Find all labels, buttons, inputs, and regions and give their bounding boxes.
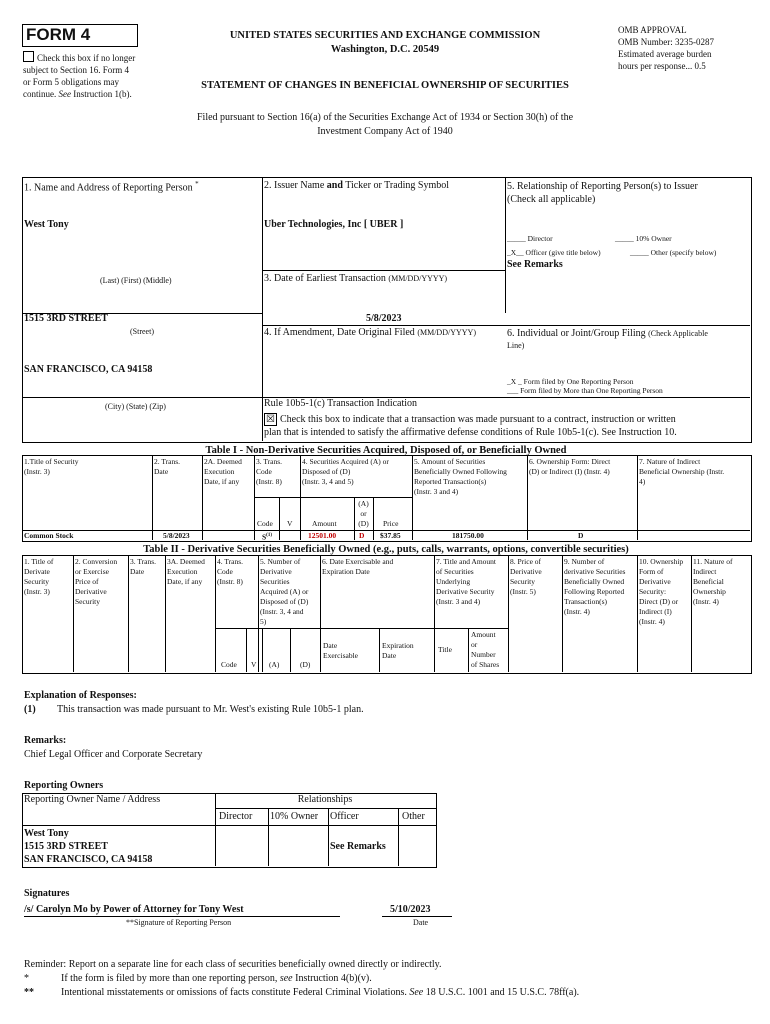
signature-date-label: Date [413,918,429,927]
owners-col-name: Reporting Owner Name / Address [24,794,161,805]
no-longer-subject-checkbox[interactable] [23,51,34,62]
t2-col-code: 4. Trans. Code (Instr. 8) [217,557,244,586]
t1-row-date: 5/8/2023 [163,531,190,540]
single-filer-option: _X _ Form filed by One Reporting Person [507,377,634,386]
t2-col-deemed: 3A. Deemed Execution Date, if any [167,557,205,586]
officer-title-remarks: See Remarks [507,259,563,270]
other-option: _____ Other (specify below) [630,248,717,257]
owners-col-relationships: Relationships [297,794,353,805]
table1-title: Table I - Non-Derivative Securities Acquired, Disposed of, or Beneficially Owned [205,445,567,456]
t2-col-nature: 11. Nature of Indirect Beneficial Ownership (Instr. 4) [693,557,733,606]
explanation-heading: Explanation of Responses: [24,690,137,701]
group-filer-option: ___ Form filed by More than One Reporting Person [507,386,663,395]
remarks-text: Chief Legal Officer and Corporate Secretary [24,749,203,760]
owners-col-other: Other [402,811,425,822]
filed-pursuant-text: Filed pursuant to Section 16(a) of the Securities Exchange Act of 1934 or Section 30(h) of the Investment Company Act of 1940 [196,112,574,137]
ten-percent-owner-option: _____ 10% Owner [615,234,672,243]
owners-col-director: Director [219,811,253,822]
t1-col-code: 3. Trans. Code (Instr. 8) [256,457,283,486]
street-label: (Street) [130,327,154,336]
t1-sub-v: V [287,519,293,528]
owner-name-address: West Tony 1515 3RD STREET SAN FRANCISCO, CA 94158 [24,828,153,865]
t2-col-price: 8. Price of Derivative Security (Instr. 5) [510,557,542,596]
t1-col-acquired: 4. Securities Acquired (A) or Disposed of (D) (Instr. 3, 4 and 5) [302,457,389,486]
t2-sub-a: (A) [269,660,280,669]
t1-col-date: 2. Trans. Date [154,457,181,476]
t2-sub-date-exercisable: Date Exercisable [323,641,358,660]
issuer-name: Uber Technologies, Inc [ UBER ] [264,219,404,230]
last-first-middle-label: (Last) (First) (Middle) [100,276,172,285]
t2-sub-d: (D) [300,660,311,669]
t2-col-conversion: 2. Conversion or Exercise Price of Derivative Security [75,557,118,606]
explanation-number: (1) [24,704,36,715]
rule-10b5-checkbox[interactable]: ☒ [264,413,277,426]
omb-approval: OMB APPROVAL OMB Number: 3235-0287 Estimated average burden hours per response... 0.5 [618,25,714,71]
t2-col-number: 5. Number of Derivative Securities Acquired (A) or Disposed of (D) (Instr. 3, 4 and 5) [260,557,309,626]
earliest-transaction-date: 5/8/2023 [366,313,402,324]
t1-row-amount: 12501.00 [308,531,337,540]
city-value: SAN FRANCISCO, CA 94158 [24,364,153,375]
t1-row-owned: 181750.00 [452,531,484,540]
t1-col-title: 1.Title of Security (Instr. 3) [24,457,79,476]
explanation-text: This transaction was made pursuant to Mr. West's existing Rule 10b5-1 plan. [57,704,364,715]
t2-col-date: 3. Trans. Date [130,557,157,576]
t2-sub-title: Title [438,645,452,654]
signature-value: /s/ Carolyn Mo by Power of Attorney for Tony West [24,904,244,915]
t1-sub-code: Code [257,519,273,528]
t1-sub-aord: (A) or (D) [358,499,369,528]
city-state-zip-label: (City) (State) (Zip) [105,402,166,411]
t2-col-exercisable: 6. Date Exercisable and Expiration Date [322,557,394,576]
t1-col-amount-owned: 5. Amount of Securities Beneficially Owned Following Reported Transaction(s) (Instr. 3 and 4) [414,457,507,496]
owners-col-officer: Officer [330,811,359,822]
issuer-label: 2. Issuer Name and Ticker or Trading Symbol [264,180,450,191]
street-value: 1515 3RD STREET [24,313,108,324]
footnote-2: Intentional misstatements or omissions of facts constitute Federal Criminal Violations. See 18 U.S.C. 1001 and 15 U.S.C. 78ff(a). [61,987,580,998]
reporting-person-label: 1. Name and Address of Reporting Person * [24,180,199,194]
rule-10b5-title: Rule 10b5-1(c) Transaction Indication [264,398,418,409]
t2-col-title: 1. Title of Derivate Security (Instr. 3) [24,557,54,596]
t2-sub-amount: Amount or Number of Shares [471,630,500,669]
owners-heading: Reporting Owners [24,780,104,791]
t1-col-deemed: 2A. Deemed Execution Date, if any [204,457,242,486]
t1-col-ownership-form: 6. Ownership Form: Direct (D) or Indirect (I) (Instr. 4) [529,457,611,476]
t1-sub-price: Price [383,519,399,528]
t2-sub-code: Code [221,660,237,669]
reminder-text: Reminder: Report on a separate line for each class of securities beneficially owned directly or indirectly. [24,959,442,970]
footnote-1: If the form is filed by more than one reporting person, see Instruction 4(b)(v). [61,973,372,984]
earliest-transaction-label: 3. Date of Earliest Transaction (MM/DD/YYYY) [264,273,448,284]
t1-col-nature: 7. Nature of Indirect Beneficial Ownership (Instr. 4) [639,457,725,486]
t2-sub-v: V [251,660,257,669]
t2-col-underlying: 7. Title and Amount of Securities Underlying Derivative Security (Instr. 3 and 4) [436,557,497,606]
officer-option: _X__ Officer (give title below) [507,248,601,257]
owners-col-10pct: 10% Owner [270,811,319,822]
signature-label: **Signature of Reporting Person [126,918,232,927]
agency-name: UNITED STATES SECURITIES AND EXCHANGE COMMISSION Washington, D.C. 20549 [229,30,541,55]
reporting-person-name: West Tony [24,219,69,230]
statement-title: STATEMENT OF CHANGES IN BENEFICIAL OWNERSHIP OF SECURITIES [201,80,569,91]
footnote-star: * [24,973,29,984]
rule-10b5-text: ☒ Check this box to indicate that a transaction was made pursuant to a contract, instruction or written plan that is intended to satisfy the affirmative defense conditions of Rule 10b5-1(c). See Instruction 10. [264,414,677,438]
t1-row-price: $37.85 [380,531,401,540]
t1-row-title: Common Stock [24,531,74,540]
owner-officer-value: See Remarks [330,841,386,852]
no-longer-subject-checkbox-text: Check this box if no longer subject to Section 16. Form 4 or Form 5 obligations may continue. See Instruction 1(b). [23,53,136,99]
remarks-heading: Remarks: [24,735,67,746]
t2-col-ownership-form: 10. Ownership Form of Derivative Security: Direct (D) or Indirect (I) (Instr. 4) [639,557,684,626]
t1-row-code: $S^{(1)}$ [262,532,273,542]
form-title-box [22,24,138,47]
signature-date: 5/10/2023 [390,904,431,915]
form-title: FORM 4 [26,25,91,44]
table2-title: Table II - Derivative Securities Beneficially Owned (e.g., puts, calls, warrants, options, convertible securities) [143,544,629,555]
t2-sub-expiration: Expiration Date [382,641,414,660]
director-option: _____ Director [507,234,553,243]
amendment-label: 4. If Amendment, Date Original Filed (MM/DD/YYYY) [264,327,476,338]
t1-row-aord: D [359,531,365,540]
relationship-label: 5. Relationship of Reporting Person(s) to Issuer (Check all applicable) [507,181,698,205]
t2-col-number-owned: 9. Number of derivative Securities Beneficially Owned Following Reported Transaction(s) (Instr. 4) [564,557,626,616]
t1-sub-amount: Amount [312,519,337,528]
filing-type-label: 6. Individual or Joint/Group Filing (Check Applicable Line) [507,328,708,350]
t1-row-form: D [578,531,584,540]
signatures-heading: Signatures [24,888,70,899]
footnote-double-star: ** [24,987,34,998]
